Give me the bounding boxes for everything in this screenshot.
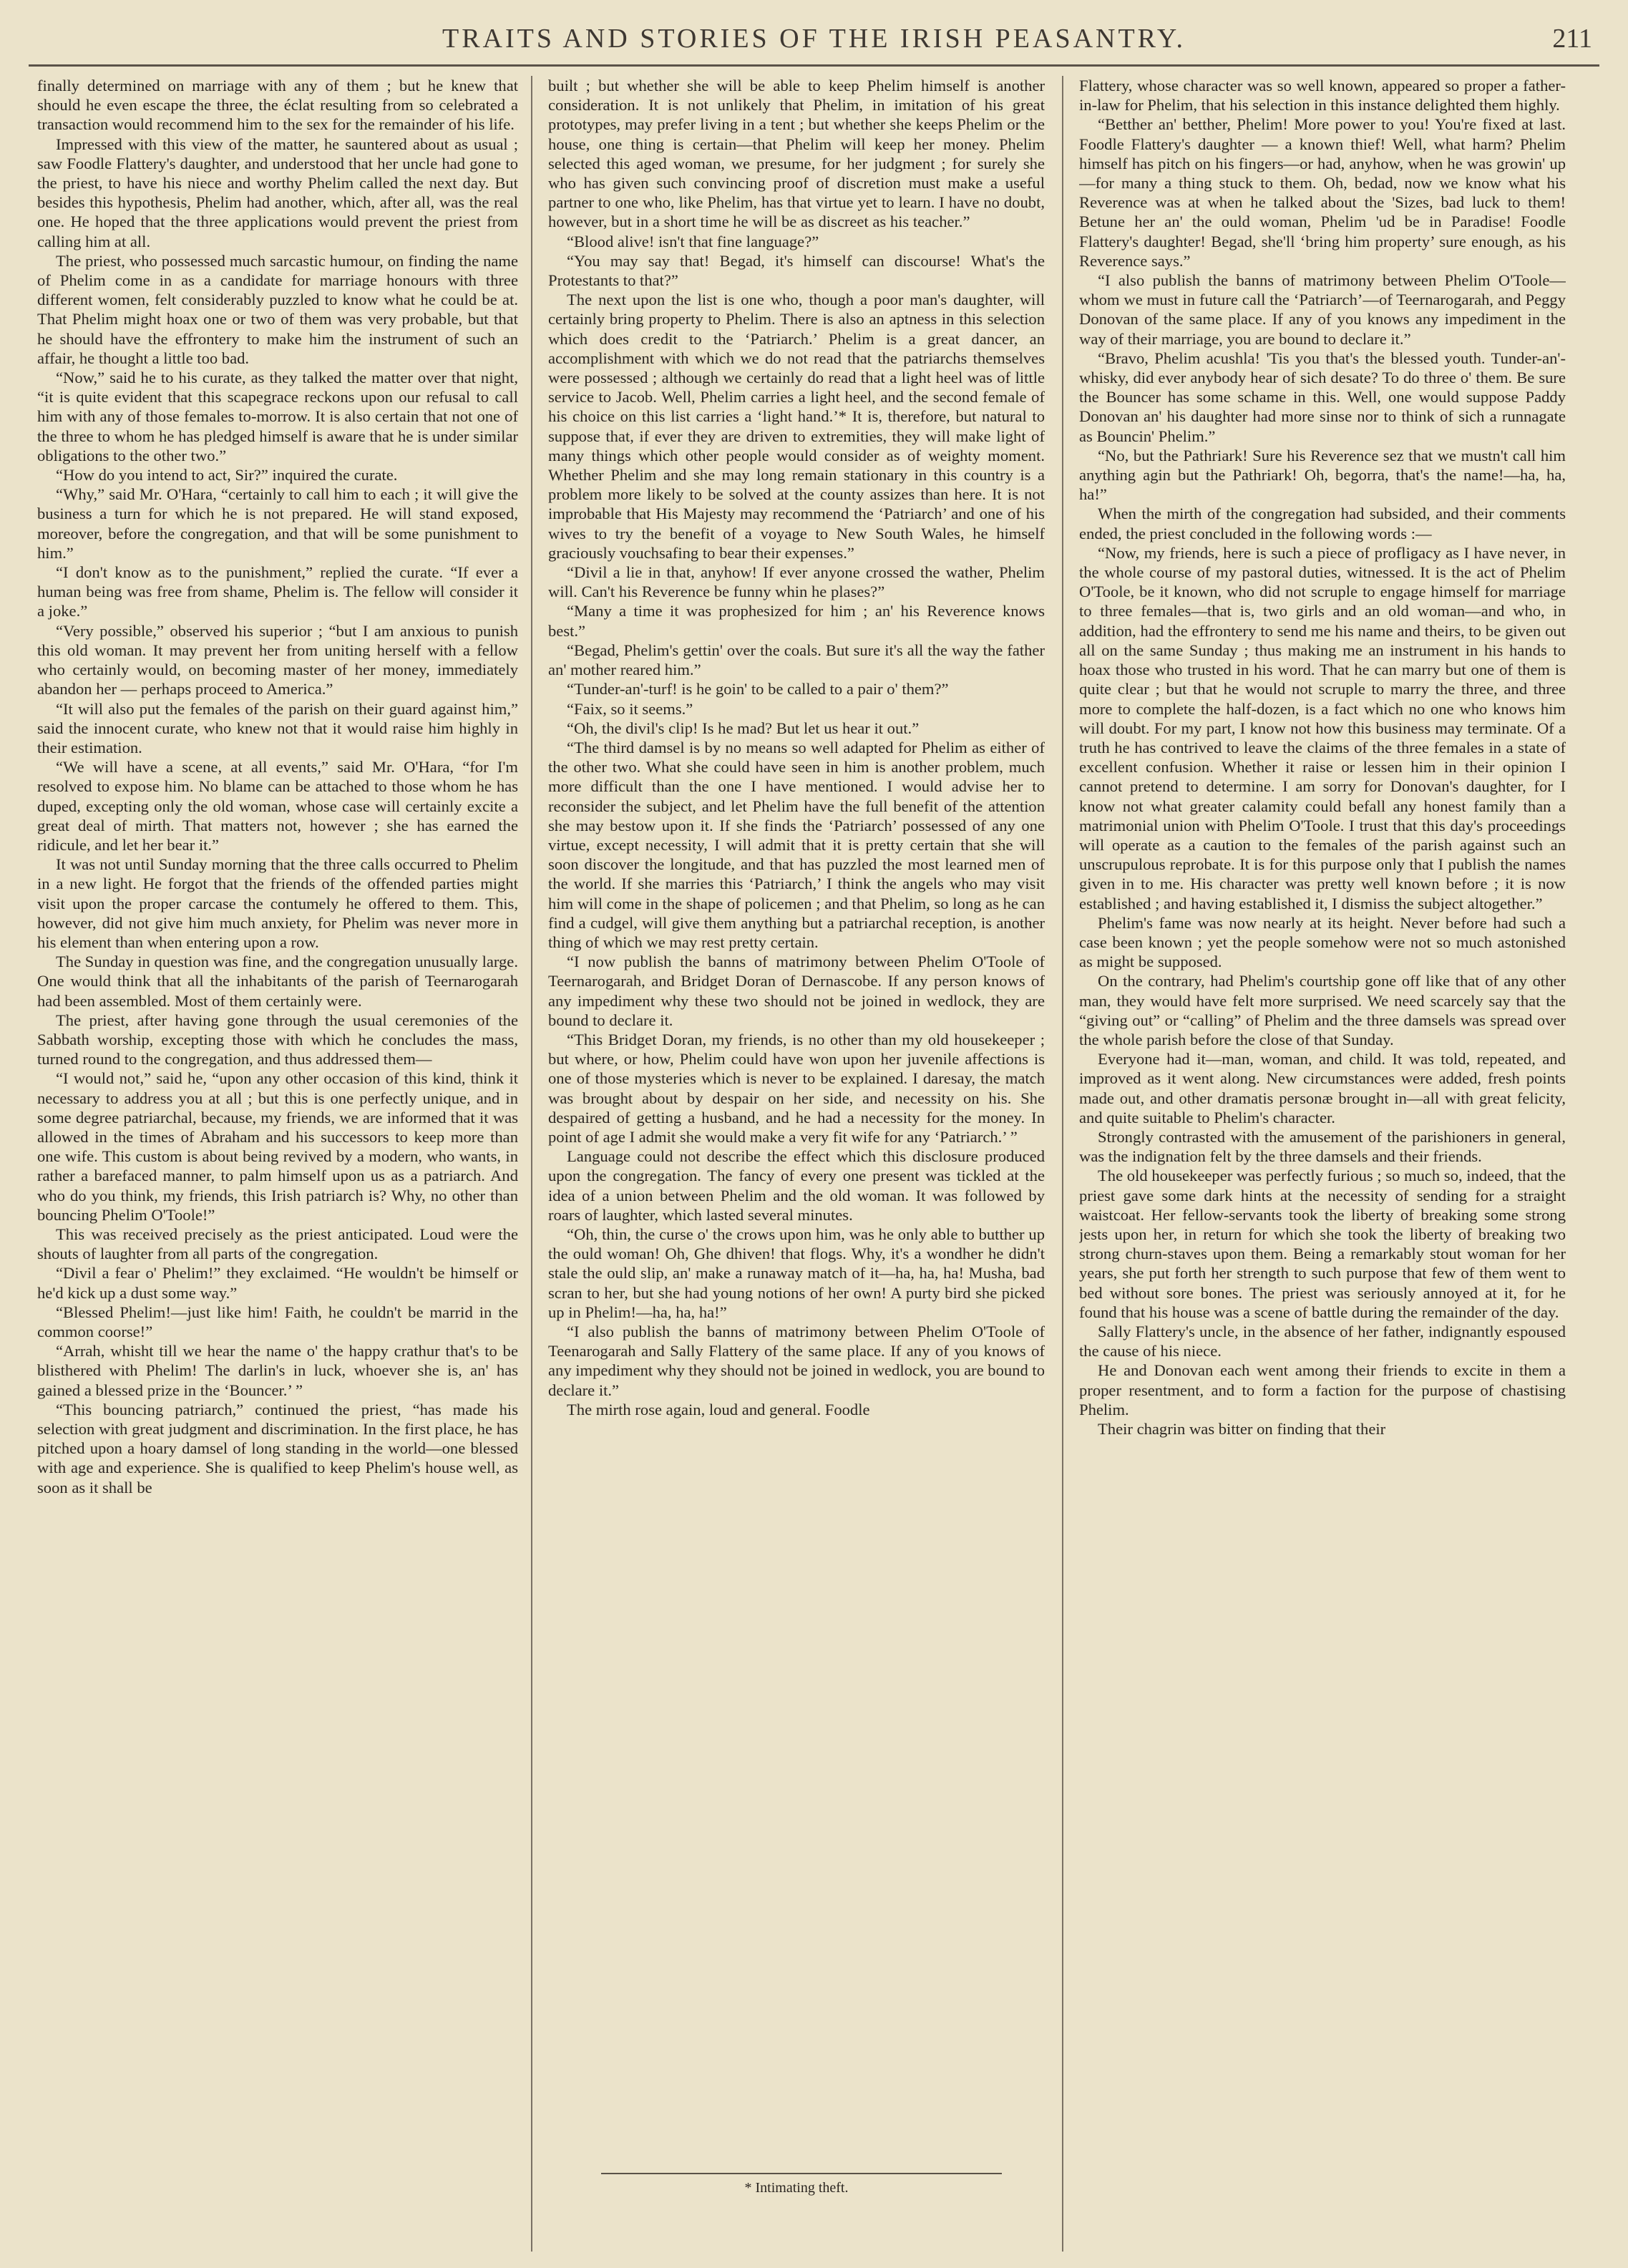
paragraph: “Faix, so it seems.”: [567, 699, 693, 718]
running-title: TRAITS AND STORIES OF THE IRISH PEASANTRY.: [442, 24, 1186, 54]
paragraph: The next upon the list is one who, though a poor man's daughter, will certainly bring property to Phelim. There is also an aptness in this selection which does credit to the ‘Patriarch.’ Phelim is a great dancer, an accomplishment with which we do not read that the patriarchs themselves were possessed ; although we certainly do read that a light heel was of little service to Jacob. Well, Phelim carries a light heel, and the second female of his choice on this list carries a ‘light hand.’* It is, therefore, but natural to suppose that, if ever they are driven to extremities, they will make light of many things which other people would consider as of weighty moment. Whether Phelim and she may long remain stationary in this country is a problem more likely to be solved at the county assizes than here. It is not improbable that His Majesty may recommend the ‘Patriarch’ and one of his wives to try the benefit of a voyage to New South Wales, he himself graciously vouchsafing to bear their expenses.”: [548, 291, 1045, 562]
paragraph: “The third damsel is by no means so well adapted for Phelim as either of the other two. What she could have seen in him is another problem, much more difficult than the one I have mentioned. I would advise her to reconsider the subject, and let Phelim have the full benefit of the attention she may bestow upon it. If she finds the ‘Patriarch’ possessed of any one virtue, except necessity, I will admit that it is pretty certain that she will soon discover the longitude, and that has puzzled the most learned men of the world. If she marries this ‘Patriarch,’ I think the angels who may visit him will come in the shape of policemen ; and that Phelim, so long as he can find a cudgel, will give them anything but a patriarchal reception, is another thing of which we may rest pretty certain.: [548, 738, 1045, 951]
paragraph: “Divil a fear o' Phelim!” they exclaimed. “He wouldn't be himself or he'd kick up a dust some way.”: [37, 1264, 518, 1302]
paragraph: Strongly contrasted with the amusement of the parishioners in general, was the indignation felt by the three damsels and their friends.: [1079, 1127, 1566, 1166]
paragraph: Sally Flattery's uncle, in the absence of her father, indignantly espoused the cause of his niece.: [1079, 1323, 1566, 1361]
paragraph: built ; but whether she will be able to keep Phelim himself is another consideration. It is not unlikely that Phelim, in imitation of his great prototypes, may prefer living in a tent ; but whether she keeps Phelim or the house, one thing is certain—that Phelim will keep her money. Phelim selected this aged woman, we presume, for her judgment ; for surely she who has given such convincing proof of discretion must make a useful partner to one who, like Phelim, has that virtue yet to learn. I have no doubt, however, but in a short time he will be as discreet as his teacher.”: [548, 77, 1045, 231]
column-divider: [531, 76, 532, 2252]
paragraph: The mirth rose again, loud and general. Foodle: [567, 1400, 870, 1418]
paragraph: “I also publish the banns of matrimony between Phelim O'Toole—whom we must in future call the ‘Patriarch’—of Teernarogarah, and Peggy Donovan of the same place. If any of you knows any impediment in the way of their marriage, you are bound to declare it.”: [1079, 271, 1566, 348]
paragraph: The priest, after having gone through the usual ceremonies of the Sabbath worship, excepting those with which he concludes the mass, turned round to the congregation, and thus addressed them—: [37, 1011, 518, 1069]
running-header: [29, 20, 1599, 67]
page-number: 211: [1552, 24, 1592, 54]
paragraph: “This Bridget Doran, my friends, is no other than my old housekeeper ; but where, or how, Phelim could have won upon her juvenile affections is one of those mysteries which is never to be explained. I daresay, the match was brought about by despair on her side, and necessity on his. She despaired of getting a husband, and he had a necessity for the money. In point of age I admit she would make a very fit wife for any ‘Patriarch.’ ”: [548, 1030, 1045, 1146]
text-column-middle: [548, 76, 1045, 2166]
text-column-right: [1079, 76, 1566, 2259]
paragraph: The priest, who possessed much sarcastic humour, on finding the name of Phelim come in as a candidate for marriage honours with three different women, felt considerably puzzled to know what he could be at. That Phelim might hoax one or two of them was very probable, but that he should have the effrontery to make him the instrument of such an affair, he thought a little too bad.: [37, 251, 518, 367]
paragraph: It was not until Sunday morning that the three calls occurred to Phelim in a new light. He forgot that the friends of the offended parties might visit upon the proper carcase the contumely he offered to them. This, however, did not give him much anxiety, for Phelim was never more in his element than when entering upon a row.: [37, 855, 518, 951]
paragraph: “Many a time it was prophesized for him ; an' his Reverence knows best.”: [548, 602, 1045, 640]
paragraph: finally determined on marriage with any of them ; but he knew that should he even escape the three, the éclat resulting from so celebrated a transaction would recommend him to the sex for the remainder of his life.: [37, 77, 518, 134]
paragraph: On the contrary, had Phelim's courtship gone off like that of any other man, they would have felt more surprised. We need scarcely say that the “giving out” or “calling” of Phelim and the three damsels was spread over the whole parish before the close of that Sunday.: [1079, 972, 1566, 1048]
paragraph: “Why,” said Mr. O'Hara, “certainly to call him to each ; it will give the business a turn for which he is not prepared. He will stand exposed, moreover, before the congregation, and that will be some punishment to him.”: [37, 485, 518, 562]
footnote-divider: [601, 2173, 1002, 2174]
paragraph: “Blessed Phelim!—just like him! Faith, he couldn't be marrid in the common coorse!”: [37, 1303, 518, 1340]
paragraph: The old housekeeper was perfectly furious ; so much so, indeed, that the priest gave some dark hints at the necessity of sending for a straight waistcoat. Her fellow-servants took the liberty of breaking some strong jests upon her, in return for which she took the liberty of breaking two strong churn-staves upon them. Being a remarkably stout woman for her years, she put forth her strength to such purpose that few of them went to bed without sore bones. The priest was seriously annoyed at it, for he found that his house was a scene of battle during the remainder of the day.: [1079, 1167, 1566, 1321]
paragraph: Impressed with this view of the matter, he sauntered about as usual ; saw Foodle Flattery's daughter, and understood that her uncle had gone to the priest, to have his niece and worthy Phelim called the next day. But besides this hypothesis, Phelim had another, which, after all, was the real one. He hoped that the three applications would prevent the priest from calling him at all.: [37, 135, 518, 250]
paragraph: Their chagrin was bitter on finding that their: [1098, 1420, 1386, 1439]
paragraph: “Now, my friends, here is such a piece of profligacy as I have never, in the whole course of my pastoral duties, witnessed. It is the act of Phelim O'Toole, be it known, who did not scruple to engage himself for marriage to three females—that is, two girls and an old woman—and who, in addition, had the effrontery to send me his name and theirs, to be given out all on the same Sunday ; thus making me an instrument in his hands to hoax those who trusted in his word. That he can marry but one of them is quite clear ; but that he would not scruple to marry the three, and three more to complete the half-dozen, is a fact which no one who knows him will doubt. For my part, I know not how this business may terminate. Of a truth he has contrived to leave the claims of the three females in a state of excellent confusion. Whether it raise or lessen him in their opinion I cannot pretend to determine. I am sorry for Donovan's daughter, for I know not what greater calamity could befall any honest family than a matrimonial union with Phelim O'Toole. I trust that this day's proceedings will operate as a caution to the females of the parish against such an unscrupulous reprobate. It is for this purpose only that I publish the names given in to me. His character was pretty well known before ; it is now established ; and having established it, I dismiss the subject altogether.”: [1079, 543, 1566, 912]
paragraph: “Betther an' betther, Phelim! More power to you! You're fixed at last. Foodle Flattery's daughter — a known thief! Well, what harm? Phelim himself has pitch on his fingers—or had, anyhow, when he was growin' up—for many a thing stuck to them. Oh, bedad, now we know what his Reverence was at when he talked about the 'Sizes, bad luck to them! Betune her an' the ould woman, Phelim 'ud be in Paradise! Foodle Flattery's daughter! Begad, she'll ‘bring him property’ sure enough, as his Reverence says.”: [1079, 115, 1566, 270]
paragraph: When the mirth of the congregation had subsided, and their comments ended, the priest concluded in the following words :—: [1079, 505, 1566, 542]
paragraph: “I now publish the banns of matrimony between Phelim O'Toole of Teernarogarah, and Bridget Doran of Dernascobe. If any person knows of any impediment why these two should not be joined in wedlock, they are bound to declare it.: [548, 953, 1045, 1029]
paragraph: “This bouncing patriarch,” continued the priest, “has made his selection with great judgment and discrimination. In the first place, he has pitched upon a hoary damsel of long standing in the world—one blessed with age and experience. She is qualified to keep Phelim's house well, as soon as it shall be: [37, 1400, 518, 1496]
paragraph: “You may say that! Begad, it's himself can discourse! What's the Protestants to that?”: [548, 251, 1045, 290]
paragraph: “How do you intend to act, Sir?” inquired the curate.: [56, 466, 398, 485]
paragraph: This was received precisely as the priest anticipated. Loud were the shouts of laughter from all parts of the congregation.: [37, 1225, 518, 1263]
paragraph: “Bravo, Phelim acushla! 'Tis you that's the blessed youth. Tunder-an'-whisky, did ever anybody hear of sich desate? To do three o' them. Be sure the Bouncer has some schame in this. Well, one would suppose Paddy Donovan an' his daughter had more sinse nor to think of sich a runnagate as Bouncin' Phelim.”: [1079, 349, 1566, 445]
paragraph: “I would not,” said he, “upon any other occasion of this kind, think it necessary to address you at all ; but this is one perfectly unique, and in some degree patriarchal, because, my friends, we are informed that it was allowed in the times of Abraham and his successors to keep more than one wife. This custom is about being revived by a modern, who wants, in rather a barefaced manner, to palm himself upon us as a patriarch. And who do you think, my friends, this Irish patriarch is? Why, no other than bouncing Phelim O'Toole!”: [37, 1069, 518, 1224]
paragraph: “Oh, thin, the curse o' the crows upon him, was he only able to butther up the ould woman! Oh, Ghe dhiven! that flogs. Why, it's a wondher he didn't stale the ould slip, an' make a runaway match of it—ha, ha, ha! Musha, bad scran to her, but she had young notions of her own! A purty bird she picked up in Phelim!—ha, ha, ha!”: [548, 1225, 1045, 1321]
footnote: * Intimating theft.: [744, 2180, 849, 2196]
paragraph: “Tunder-an'-turf! is he goin' to be called to a pair o' them?”: [567, 680, 949, 699]
column-divider: [1062, 76, 1063, 2252]
paragraph: The Sunday in question was fine, and the congregation unusually large. One would think that all the inhabitants of the parish of Teernarogarah had been assembled. Most of them certainly were.: [37, 953, 518, 1010]
paragraph: Phelim's fame was now nearly at its height. Never before had such a case been known ; yet the people somehow were not so much astonished as might be supposed.: [1079, 913, 1566, 971]
paragraph: “Divil a lie in that, anyhow! If ever anyone crossed the wather, Phelim will. Can't his Reverence be funny whin he plases?”: [548, 563, 1045, 601]
paragraph: “I also publish the banns of matrimony between Phelim O'Toole of Teenarogarah and Sally Flattery of the same place. If any of you knows of any impediment why they should not be joined in wedlock, you are bound to declare it.”: [548, 1323, 1045, 1399]
paragraph: “Arrah, whisht till we hear the name o' the happy crathur that's to be blisthered with Phelim! The darlin's in luck, whoever she is, an' has gained a blessed prize in the ‘Bouncer.’ ”: [37, 1342, 518, 1399]
paragraph: “No, but the Pathriark! Sure his Reverence sez that we mustn't call him anything agin but the Pathriark! Oh, begorra, that's the name!—ha, ha, ha!”: [1079, 446, 1566, 504]
paragraph: “It will also put the females of the parish on their guard against him,” said the innocent curate, who knew not that it would raise him highly in their estimation.: [37, 699, 518, 756]
paragraph: “Oh, the divil's clip! Is he mad? But let us hear it out.”: [567, 719, 920, 737]
paragraph: “Begad, Phelim's gettin' over the coals. But sure it's all the way the father an' mother reared him.”: [548, 641, 1045, 679]
paragraph: Language could not describe the effect which this disclosure produced upon the congregation. The fancy of every one present was tickled at the idea of a union between Phelim and the old woman. It was followed by roars of laughter, which lasted several minutes.: [548, 1147, 1045, 1224]
paragraph: “Blood alive! isn't that fine language?”: [567, 232, 819, 250]
paragraph: “Now,” said he to his curate, as they talked the matter over that night, “it is quite evident that this scapegrace reckons upon our refusal to call him with any of those females to-morrow. It is also certain that not one of the three to whom he has pledged himself is aware that he is under similar obligations to the other two.”: [37, 369, 518, 464]
paragraph: Everyone had it—man, woman, and child. It was told, repeated, and improved as it went along. New circumstances were added, fresh points made out, and other dramatis personæ brought in—all with great felicity, and quite suitable to Phelim's character.: [1079, 1050, 1566, 1126]
paragraph: “Very possible,” observed his superior ; “but I am anxious to punish this old woman. It may prevent her from uniting herself with a fellow who certainly would, on becoming master of her money, immediately abandon her — perhaps proceed to America.”: [37, 621, 518, 699]
paragraph: Flattery, whose character was so well known, appeared so proper a father-in-law for Phelim, that his selection in this instance delighted them highly.: [1079, 77, 1566, 115]
paragraph: “I don't know as to the punishment,” replied the curate. “If ever a human being was free from shame, Phelim is. The fellow will consider it a joke.”: [37, 563, 518, 620]
paragraph: He and Donovan each went among their friends to excite in them a proper resentment, and to form a faction for the purpose of chastising Phelim.: [1079, 1361, 1566, 1418]
text-column-left: [37, 76, 518, 2259]
paragraph: “We will have a scene, at all events,” said Mr. O'Hara, “for I'm resolved to expose him. No blame can be attached to those whom he has duped, excepting only the old woman, whose case will certainly excite a great deal of mirth. That matters not, however ; she has earned the ridicule, and let her bear it.”: [37, 758, 518, 854]
